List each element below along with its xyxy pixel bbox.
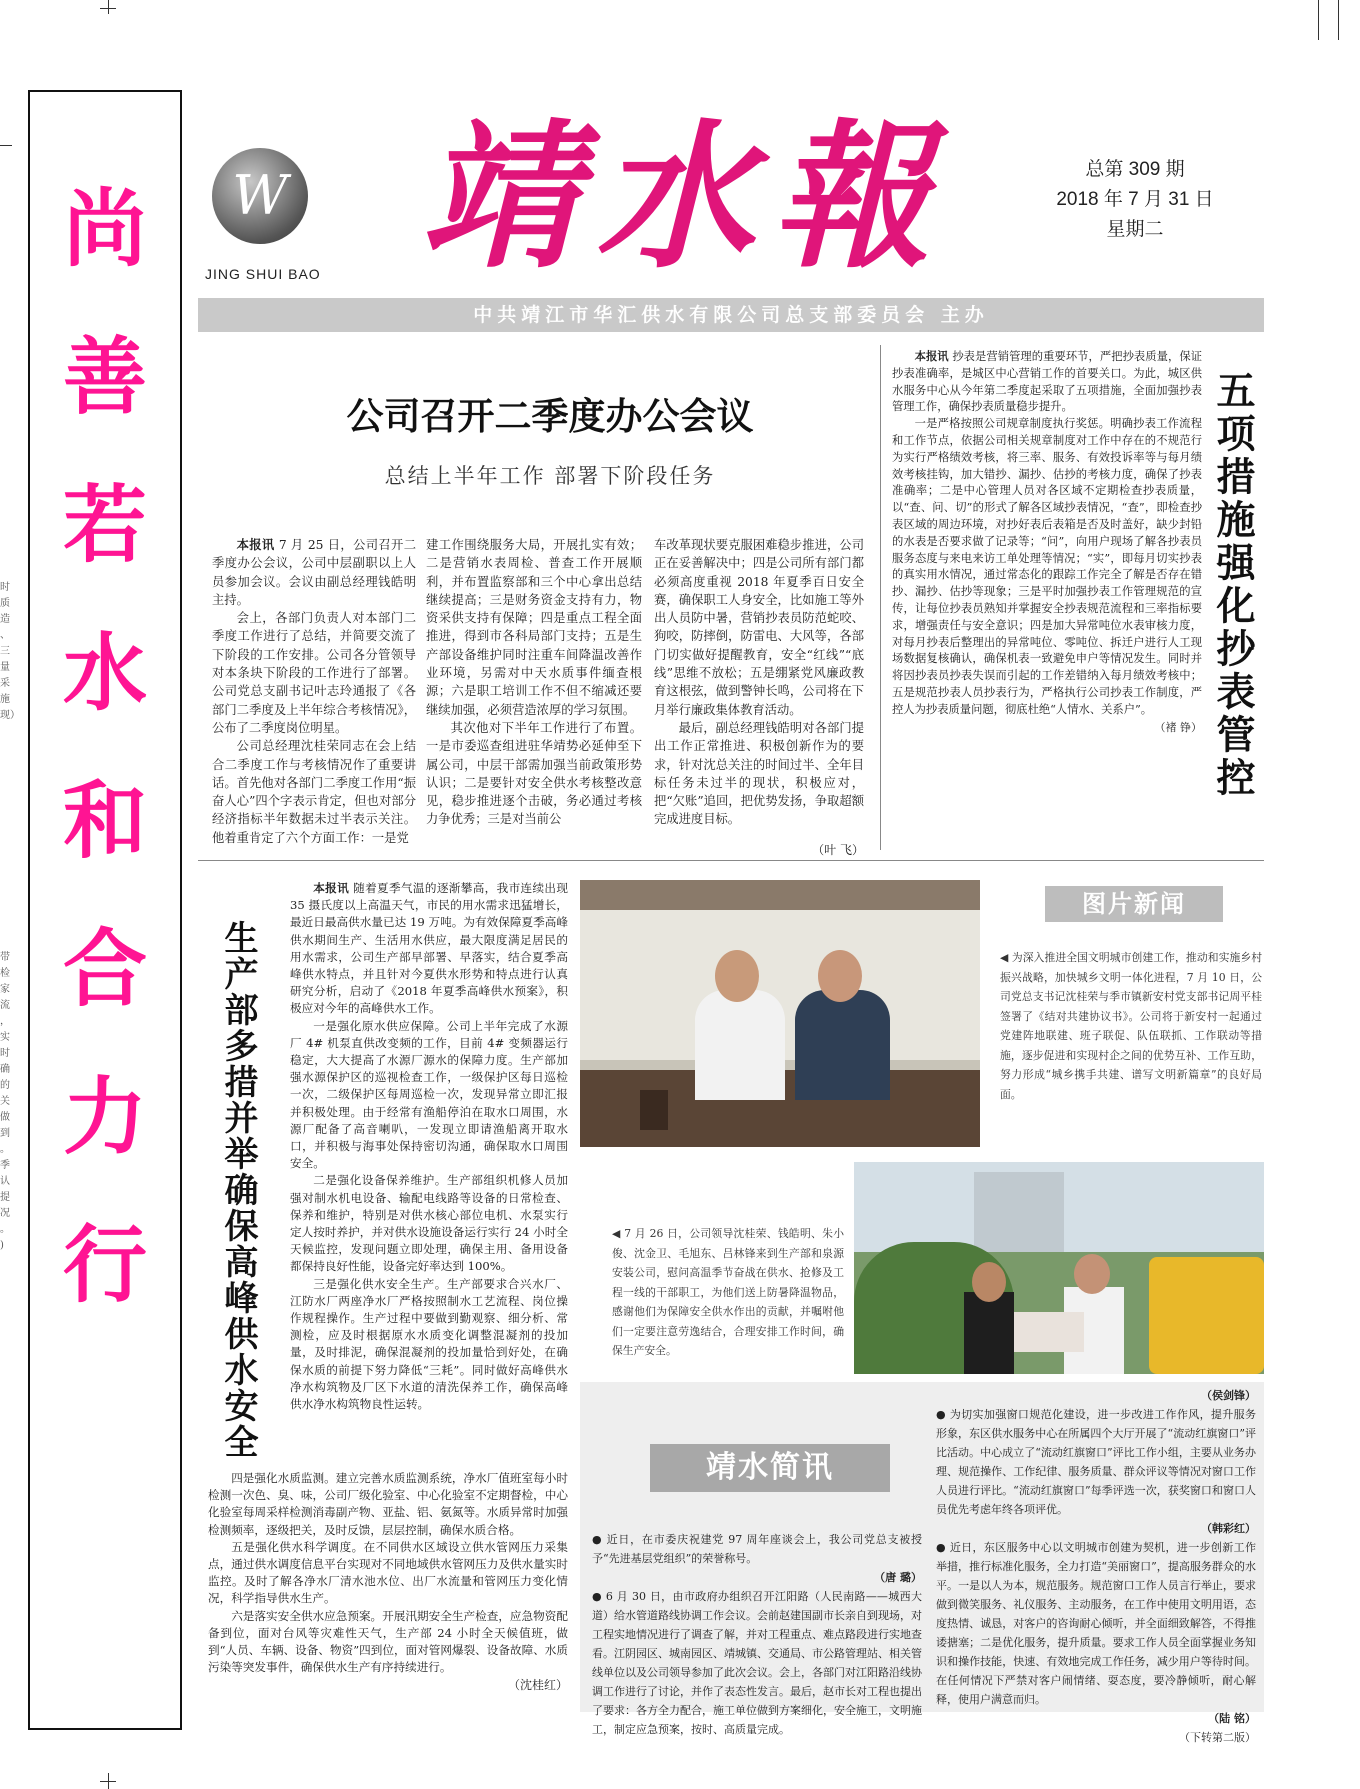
briefs-col1: ● 近日，在市委庆祝建党 97 周年座谈会上，我公司党总支被授予“先进基层党组织”的荣誉称号。 （唐 璐） ● 6 月 30 日，由市政府办组织召开江阳路（人民南路——城西大道）给水管道路线协调工作会议。会前赵建国副市长亲自到现场，对工程实地情况进行了调查了解，并对工程重点、难点路段进行实地查看。江阴园区、城南园区、靖城镇、交通局、市公路管理站、相关管线单位以及公司领导参加了此次会议。会上，各部门对江阳路沿线协调工作进行了讨论，并作了表态性发言。最后，赵市长对工程也提出了要求：各方全力配合，施工单位做到方案细化，安全施工，文明施工，制定应急预案，按时、高质量完成。 bbox=[592, 1533, 922, 1736]
masthead-title: 靖水報 bbox=[420, 105, 948, 290]
article1-title: 公司召开二季度办公会议 bbox=[346, 395, 754, 438]
article3-text: 二是强化设备保养维护。生产部组织机修人员加强对制水机电设备、输配电线路等设备的日常检查、保养和维护，特别是对供水核心部位电机、水泵实行定人按时养护，并对供水设施设备运行实行 24 小时全天候监控，发现问题立即处理，确保主用、备用设备都保持良好性能，设备完好率达到 100%。 bbox=[290, 1173, 568, 1274]
motto-box bbox=[28, 90, 182, 1730]
briefs-col2: （侯剑锋） ● 为切实加强窗口规范化建设，进一步改进工作作风，提升服务形象，东区供水服务中心在所属四个大厅开展了“流动红旗窗口”评比活动。中心成立了“流动红旗窗口”评比工作小组，主要从业务办理、规范操作、工作纪律、服务质量、群众评议等情况对窗口工作人员进行评比。“流动红旗窗口”每季评选一次，获奖窗口和窗口人员优先考虑年终各项评优。 （韩彩红） ● 近日，东区服务中心以文明城市创建为契机，进一步创新工作举措，推行标准化服务，全力打造“美丽窗口”，提高服务群众的水平。一是以人为本，规范服务。规范窗口工作人员言行举止，要求做到微笑服务、礼仪服务、主动服务，在工作中使用文明用语，态度热情、诚恳，对客户的咨询耐心倾听，并全面细致解答，不得推诿搪塞；二是优化服务，提升质量。要求工作人员全面掌握业务知识和操作技能，快速、有效地完成工作任务，减少用户等待时间。在任何情况下严禁对客户闹情绪、耍态度，要冷静倾听，耐心解释，使用户满意而归。 （陆 铭） （下转第二版） bbox=[936, 1386, 1256, 1747]
motto-text bbox=[30, 180, 180, 1371]
motto-char: 合 bbox=[62, 920, 147, 1018]
crop-mark bbox=[100, 1781, 116, 1782]
issue-weekday: 星期二 bbox=[1106, 219, 1164, 240]
column-divider bbox=[880, 345, 881, 850]
crop-mark bbox=[100, 8, 116, 9]
edge-text: 带 检 家 流 ， 实 时 确 的 关 做 到 。 季 认 提 况 。 ) bbox=[0, 952, 10, 1251]
photo-news-label: 图片新闻 bbox=[1045, 886, 1223, 922]
article1-subtitle: 总结上半年工作 部署下阶段任务 bbox=[384, 464, 716, 488]
photo-delivery bbox=[854, 1162, 1264, 1374]
article1-text: 公司总经理沈桂荣同志在会上结合二季度工作与考核情况作了重要讲话。首先他对各部门二季度工作用“振奋人心”四个字表示肯定，但也对部分经济指标半年数据未过半表示关注。他着重肯定了六个方面工作：一是党 bbox=[212, 739, 416, 845]
article1-col3 bbox=[654, 536, 864, 870]
article3-title: 生产部多措并举确保高峰供水安全 bbox=[218, 920, 258, 1460]
crop-mark bbox=[1338, 0, 1339, 40]
article3-text: 六是落实安全供水应急预案。开展汛期安全生产检查，应急物资配备到位，面对台风等灾难性天气，生产部 24 小时全天候值班，做到“人员、车辆、设备、物资”四到位，面对管网爆裂、设备故障、水质污染等突发事件，确保供水生产有序持续进行。 bbox=[208, 1608, 568, 1675]
photo-signing bbox=[580, 880, 980, 1147]
article3-text: 四是强化水质监测。建立完善水质监测系统，净水厂值班室每小时检测一次色、臭、味，公司厂级化验室、中心化验室不定期督检，中心化验室每周采样检测消毒副产物、亚盐、铝、氨氮等。水质异常时加强检测频率，逐级把关，及时反馈，层层控制，确保水质合格。 bbox=[208, 1471, 568, 1537]
photo-caption-1: ◀ 为深入推进全国文明城市创建工作，推动和实施乡村振兴战略，加快城乡文明一体化进程，7 月 10 日，公司党总支书记沈桂荣与季市镇新安村党支部书记周平桂签署了《结对共建协议书》。公司将于新安村一起通过党建阵地联建、班子联促、队伍联抓、工作联动等措施，逐步促进和实现村企之间的优势互补、工作互助，努力形成“城乡携手共建、谱写文明新篇章”的良好局面。 bbox=[1000, 951, 1262, 1101]
briefs-label: 靖水简讯 bbox=[650, 1444, 890, 1492]
brief-text: 近日，在市委庆祝建党 97 周年座谈会上，我公司党总支被授予“先进基层党组织”的荣誉称号。 bbox=[592, 1533, 922, 1565]
brief-byline: （韩彩红） bbox=[1201, 1522, 1256, 1535]
logo-glyph: W bbox=[232, 164, 288, 227]
article3-lead: 本报讯 bbox=[313, 881, 350, 895]
article2-title: 五项措施强化抄表管控 bbox=[1210, 370, 1256, 800]
brief-byline: （陆 铭） bbox=[1208, 1712, 1256, 1725]
article2-text: 一是严格按照公司规章制度执行奖惩。明确抄表工作流程和工作节点，依据公司相关规章制度对工作中存在的不规范行为实行严格绩效考核，将三率、服务、有效投诉率等与每月绩效考核挂钩，加大错抄、漏抄、估抄的考核力度，确保了抄表准确率；二是中心管理人员对各区域不定期检查抄表质量，以“查、问、切”的形式了解各区域抄表情况，“查”，即检查抄表区域的周边环境，对抄好表后表箱是否及时盖好，缺少封铅的水表是否要求做了记录等；“问”，向用户现场了解各抄表员服务态度与来电来访工单处理等情况；“实”，即每月切实抄表的真实用水情况，通过常态化的跟踪工作完全了解是否存在错抄、漏抄、估抄等现象；三是平时加强抄表工作管理规范的宣传，让每位抄表员熟知并掌握安全抄表规范流程和三率指标要求，增强责任与安全意识；四是加大异常吨位水表审核力度，对每月抄表后整理出的异常吨位、零吨位、拆迁户进行人工现场数据复核确认，确保机表一致避免申户等情况发生。同时并将因抄表员抄表失误而引起的工作差错纳入每月绩效考核中；五是规范抄表人员抄表行为，严格执行公司抄表工作制度，严控人为抄表质量问题，彻底杜绝“人情水、关系户”。 bbox=[892, 417, 1202, 716]
article1-byline: （叶 飞） bbox=[812, 842, 864, 857]
article3-body-bottom bbox=[208, 1470, 568, 1693]
article1-text: 其次他对下半年工作进行了布置。一是市委巡查组进驻华靖势必延伸至下属公司，中层干部需加强当前政策形势认识；二是要针对安全供水考核整改意见，稳步推进逐个击破，务必通过考核力争优秀；三是对当前公 bbox=[426, 720, 642, 827]
article2-body bbox=[892, 348, 1202, 735]
article3-body-top bbox=[290, 880, 568, 1413]
article3-text: 随着夏季气温的逐渐攀高，我市连续出现 35 摄氏度以上高温天气，市民的用水需求迅猛增长，最近日最高供水量已达 19 万吨。为有效保障夏季高峰供水期间生产、生活用水供应，最大限度满足居民的用水需求，公司生产部早部署、早落实，结合夏季高峰供水特点，并且针对今夏供水形势和特点进行认真研究分析，启动了《2018 年夏季高峰供水预案》，积极应对今年的高峰供水工作。 bbox=[290, 881, 568, 1016]
section-rule bbox=[198, 860, 1264, 861]
photo-caption-text: 为深入推进全国文明城市创建工作，推动和实施乡村振兴战略，加快城乡文明一体化进程，7 月 10 日，公司党总支书记沈桂荣与季市镇新安村党支部书记周平桂签署了《结对共建协议书》。公司将于新安村一起通过党建阵地联建、班子联促、队伍联抓、工作联动等措施，逐步促进和实现村企之间的优势互补、工作互助，努力形成“城乡携手共建、谱写文明新篇章”的良好局面。 bbox=[1000, 951, 1262, 1101]
publisher-banner-text: 中共靖江市华汇供水有限公司总支部委员会 主办 bbox=[473, 304, 989, 326]
brief-text: 为切实加强窗口规范化建设，进一步改进工作作风，提升服务形象，东区供水服务中心在所属四个大厅开展了“流动红旗窗口”评比活动。中心成立了“流动红旗窗口”评比工作小组，主要从业务办理、规范操作、工作纪律、服务质量、群众评议等情况对窗口工作人员进行评比。“流动红旗窗口”每季评选一次，获奖窗口和窗口人员优先考虑年终各项评优。 bbox=[936, 1408, 1256, 1516]
article1-text: 最后，副总经理钱皓明对各部门提出工作正常推进、积极创新作为的要求，针对沈总关注的时间过半、全年目标任务未过半的现状，积极应对，把“欠账”追回，把优势发扬，争取超额完成进度目标。 bbox=[654, 720, 864, 827]
logo-text: JING SHUI BAO bbox=[205, 266, 321, 282]
article2-text: 抄表是营销管理的重要环节，严把抄表质量，保证抄表准确率，是城区中心营销工作的首要关口。为此，城区供水服务中心从今年第二季度起采取了五项措施，全面加强抄表管理工作，确保抄表质量稳步提升。 bbox=[892, 350, 1202, 414]
motto-char: 行 bbox=[62, 1216, 147, 1314]
article1-text: 车改革现状要克服困难稳步推进，公司正在妥善解决中；四是公司所有部门都必须高度重视 2018 年夏季百日安全赛，确保职工人身安全，比如施工等外出人员防中暑，营销抄表员防范蛇咬、狗咬，防摔倒，防雷电、大风等，各部门切实做好提醒教育，安全“红线”“底线”思维不放松；五是绷紧党风廉政教育这根弦，做到警钟长鸣，公司将在下月举行廉政集体教育活动。 bbox=[654, 538, 864, 717]
motto-char: 力 bbox=[62, 1068, 147, 1166]
edge-text: 时 质 造 、三 量 采 施 现） bbox=[0, 582, 20, 721]
issue-info bbox=[1045, 155, 1225, 245]
article1-text: 建工作围绕服务大局，开展扎实有效；二是营销水表周检、普查工作开展顺利，并布置监察部和三个中心拿出总结继续提高；三是财务资金支持有力，物资采供支持有保障；四是重点工程全面推进，得到市各科局部门支持；五是生产部设备维护同时注重车间降温改善作业环境，另需对中天水质事件缅查根源；六是职工培训工作不但不缩减还要继续加强，必须营造浓厚的学习氛围。 bbox=[426, 538, 642, 717]
motto-char: 水 bbox=[62, 624, 147, 722]
continued-note: （下转第二版） bbox=[1179, 1731, 1256, 1744]
crop-mark bbox=[0, 145, 12, 146]
article2-byline: （褚 铮） bbox=[1154, 720, 1202, 734]
article1-col2 bbox=[426, 536, 642, 829]
article1-text: 会上，各部门负责人对本部门二季度工作进行了总结，并简要交流了下阶段的工作安排。公司各分管领导对本条块下阶段的工作进行了部署。公司党总支副书记叶志玲通报了《各部门二季度及上半年综合考核情况》，公布了二季度岗位明星。 bbox=[212, 611, 416, 735]
issue-date: 2018 年 7 月 31 日 bbox=[1056, 189, 1214, 210]
crop-mark bbox=[1318, 0, 1319, 40]
photo-caption-2: ◀ 7 月 26 日，公司领导沈桂荣、钱皓明、朱小俊、沈金卫、毛旭东、吕林锋来到生产部和泉源安装公司，慰问高温季节奋战在供水、抢修及工程一线的干部职工，为他们送上防暑降温物品，感谢他们为保障安全供水作出的贡献，并嘱咐他们一定要注意劳逸结合，合理安排工作时间，确保生产安全。 bbox=[612, 1227, 844, 1357]
issue-number: 总第 309 期 bbox=[1085, 159, 1185, 180]
article3-text: 一是强化原水供应保障。公司上半年完成了水源厂 4# 机泵直供改变频的工作，目前 4# 变频器运行稳定，大大提高了水源厂源水的保障力度。生产部加强水源保护区的巡视检查工作，一级保护区每日巡检一次，二级保护区每周巡检一次，发现异常立即汇报并积极处理。由于经常有渔船停泊在取水口周围，水源厂配备了高音喇叭，一发现立即请渔船离开取水口，并积极与海事处保持密切沟通，确保取水口周围安全。 bbox=[290, 1018, 568, 1171]
crop-mark bbox=[108, 0, 109, 14]
brief-text: 6 月 30 日，由市政府办组织召开江阳路（人民南路——城西大道）给水管道路线协调工作会议。会前赵建国副市长亲自到现场，对工程实地情况进行了调查了解，并对工程重点、难点路段进行实地查看。江阴园区、城南园区、靖城镇、交通局、市公路管理站、相关管线单位以及公司领导参加了此次会议。会上，各部门对江阳路沿线协调工作进行了讨论，并作了表态性发言。最后，赵市长对工程也提出了要求：各方全力配合，施工单位做到方案细化，安全施工，文明施工，制定应急预案，按时、高质量完成。 bbox=[592, 1590, 922, 1736]
article3-byline: （沈桂红） bbox=[507, 1678, 568, 1693]
brief-byline: （唐 璐） bbox=[874, 1571, 922, 1584]
motto-char: 尚 bbox=[62, 180, 147, 278]
article1-lead: 本报讯 bbox=[236, 537, 275, 552]
article3-text: 三是强化供水安全生产。生产部要求合兴水厂、江防水厂两座净水厂严格按照制水工艺流程、岗位操作规程操作。生产过程中要做到勤观察、细分析、常测检，应及时根据原水水质变化调整混凝剂的投加量，及时排泥，确保混凝剂的投加量恰到好处，在确保水质的前提下努力降低“三耗”。同时做好高峰供水净水构筑物及厂区下水道的清洗保养工作，确保高峰供水净水构筑物良性运转。 bbox=[290, 1276, 568, 1412]
brief-text: 近日，东区服务中心以文明城市创建为契机，进一步创新工作举措，推行标准化服务，全力打造“美丽窗口”，提高服务群众的水平。一是以人为本，规范服务。规范窗口工作人员言行举止，要求做到微笑服务、礼仪服务、主动服务，在工作中使用文明用语，态度热情、诚恳，对客户的咨询耐心倾听，并全面细致解答，不得推诿搪塞；二是优化服务，提升质量。要求工作人员全面掌握业务知识和操作技能，快速、有效地完成工作任务，减少用户等待时间。在任何情况下严禁对客户闹情绪、耍态度，要冷静倾听，耐心解释，使用户满意而归。 bbox=[936, 1541, 1256, 1706]
article3-text: 五是强化供水科学调度。在不同供水区域设立供水管网压力采集点，通过供水调度信息平台实现对不同地域供水管网压力及供水量实时监控。及时了解各净水厂清水池水位、出厂水流量和管网压力变化情况，科学指导供水生产。 bbox=[208, 1539, 568, 1606]
motto-char: 和 bbox=[62, 772, 147, 870]
article2-lead: 本报讯 bbox=[914, 349, 949, 363]
article1-text: 7 月 25 日，公司召开二季度办公会议，公司中层副职以上人员参加会议。会议由副总经理钱皓明主持。 bbox=[212, 538, 416, 607]
photo-caption-text: 7 月 26 日，公司领导沈桂荣、钱皓明、朱小俊、沈金卫、毛旭东、吕林锋来到生产部和泉源安装公司，慰问高温季节奋战在供水、抢修及工程一线的干部职工，为他们送上防暑降温物品，感谢他们为保障安全供水作出的贡献，并嘱咐他们一定要注意劳逸结合，合理安排工作时间，确保生产安全。 bbox=[612, 1227, 844, 1357]
motto-char: 善 bbox=[62, 328, 147, 426]
motto-char: 若 bbox=[62, 476, 147, 574]
brief-byline: （侯剑锋） bbox=[1201, 1389, 1256, 1402]
article1-col1 bbox=[212, 536, 416, 847]
